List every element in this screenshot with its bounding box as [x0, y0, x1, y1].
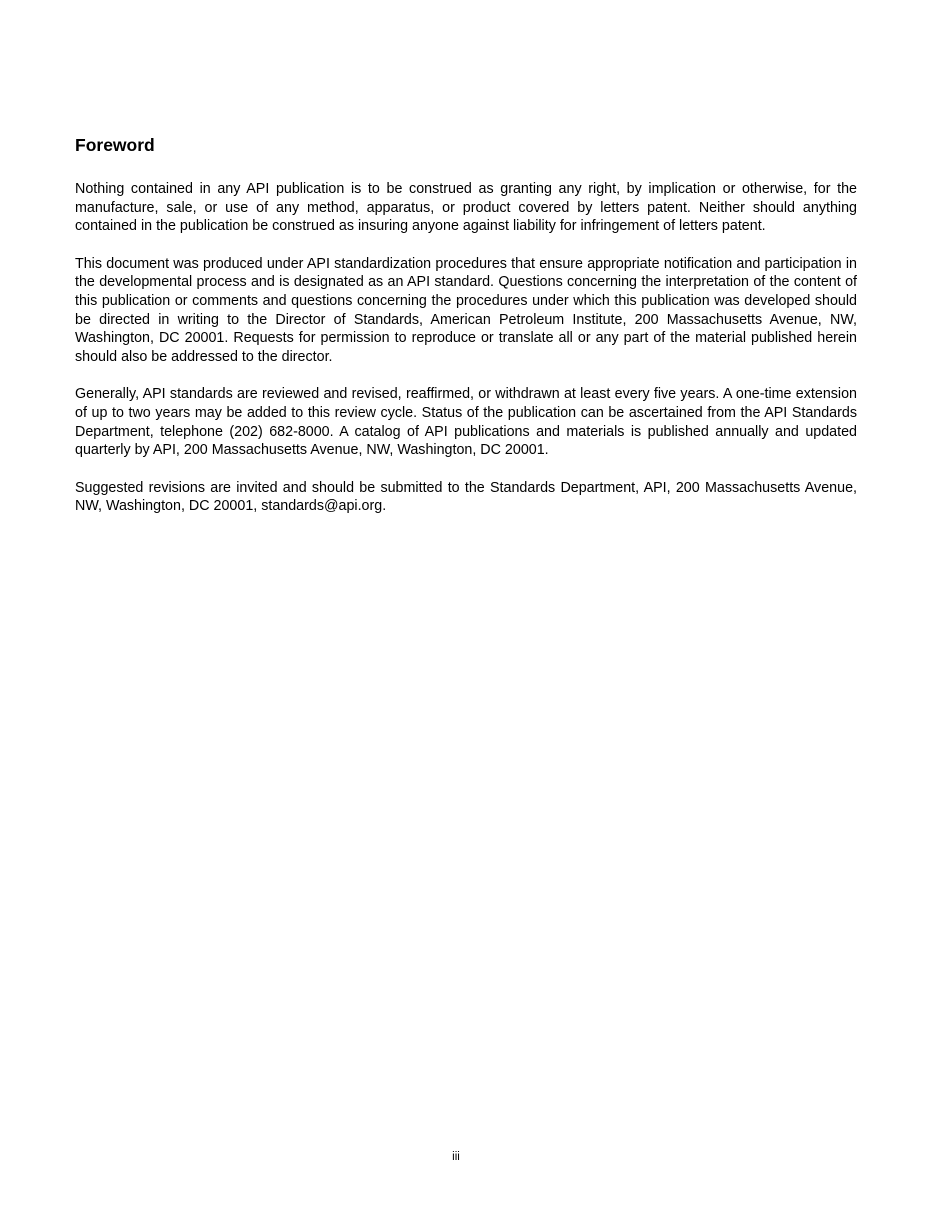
paragraph-suggested-revisions: Suggested revisions are invited and should be submitted to the Standards Department, API, 200 Massachusetts Avenue, NW, Washington, DC 20001, standards@api.org. [75, 479, 857, 515]
foreword-section [75, 134, 857, 535]
paragraph-review-cycle: Generally, API standards are reviewed and revised, reaffirmed, or withdrawn at least every five years. A one-time extension of up to two years may be added to this review cycle. Status of the publication can be ascertained from the API Standards Department, telephone (202) 682-8000. A catalog of API publications and materials is published annually and updated quarterly by API, 200 Massachusetts Avenue, NW, Washington, DC 20001. [75, 386, 857, 459]
page-title: Foreword [75, 135, 155, 155]
paragraph-standardization: This document was produced under API standardization procedures that ensure appropriate notification and participation in the developmental process and is designated as an API standard. Questions concerning the interpretation of the content of this publication or comments and questions concerning the procedures under which this publication was developed should be directed in writing to the Director of Standards, American Petroleum Institute, 200 Massachusetts Avenue, NW, Washington, DC 20001. Requests for permission to reproduce or translate all or any part of the material published herein should also be addressed to the director. [75, 255, 857, 366]
paragraph-patent-notice: Nothing contained in any API publication is to be construed as granting any right, by implication or otherwise, for the manufacture, sale, or use of any method, apparatus, or product covered by letters patent. Neither should anything contained in the publication be construed as insuring anyone against liability for infringement of letters patent. [75, 181, 857, 235]
page-number: iii [452, 1151, 460, 1163]
